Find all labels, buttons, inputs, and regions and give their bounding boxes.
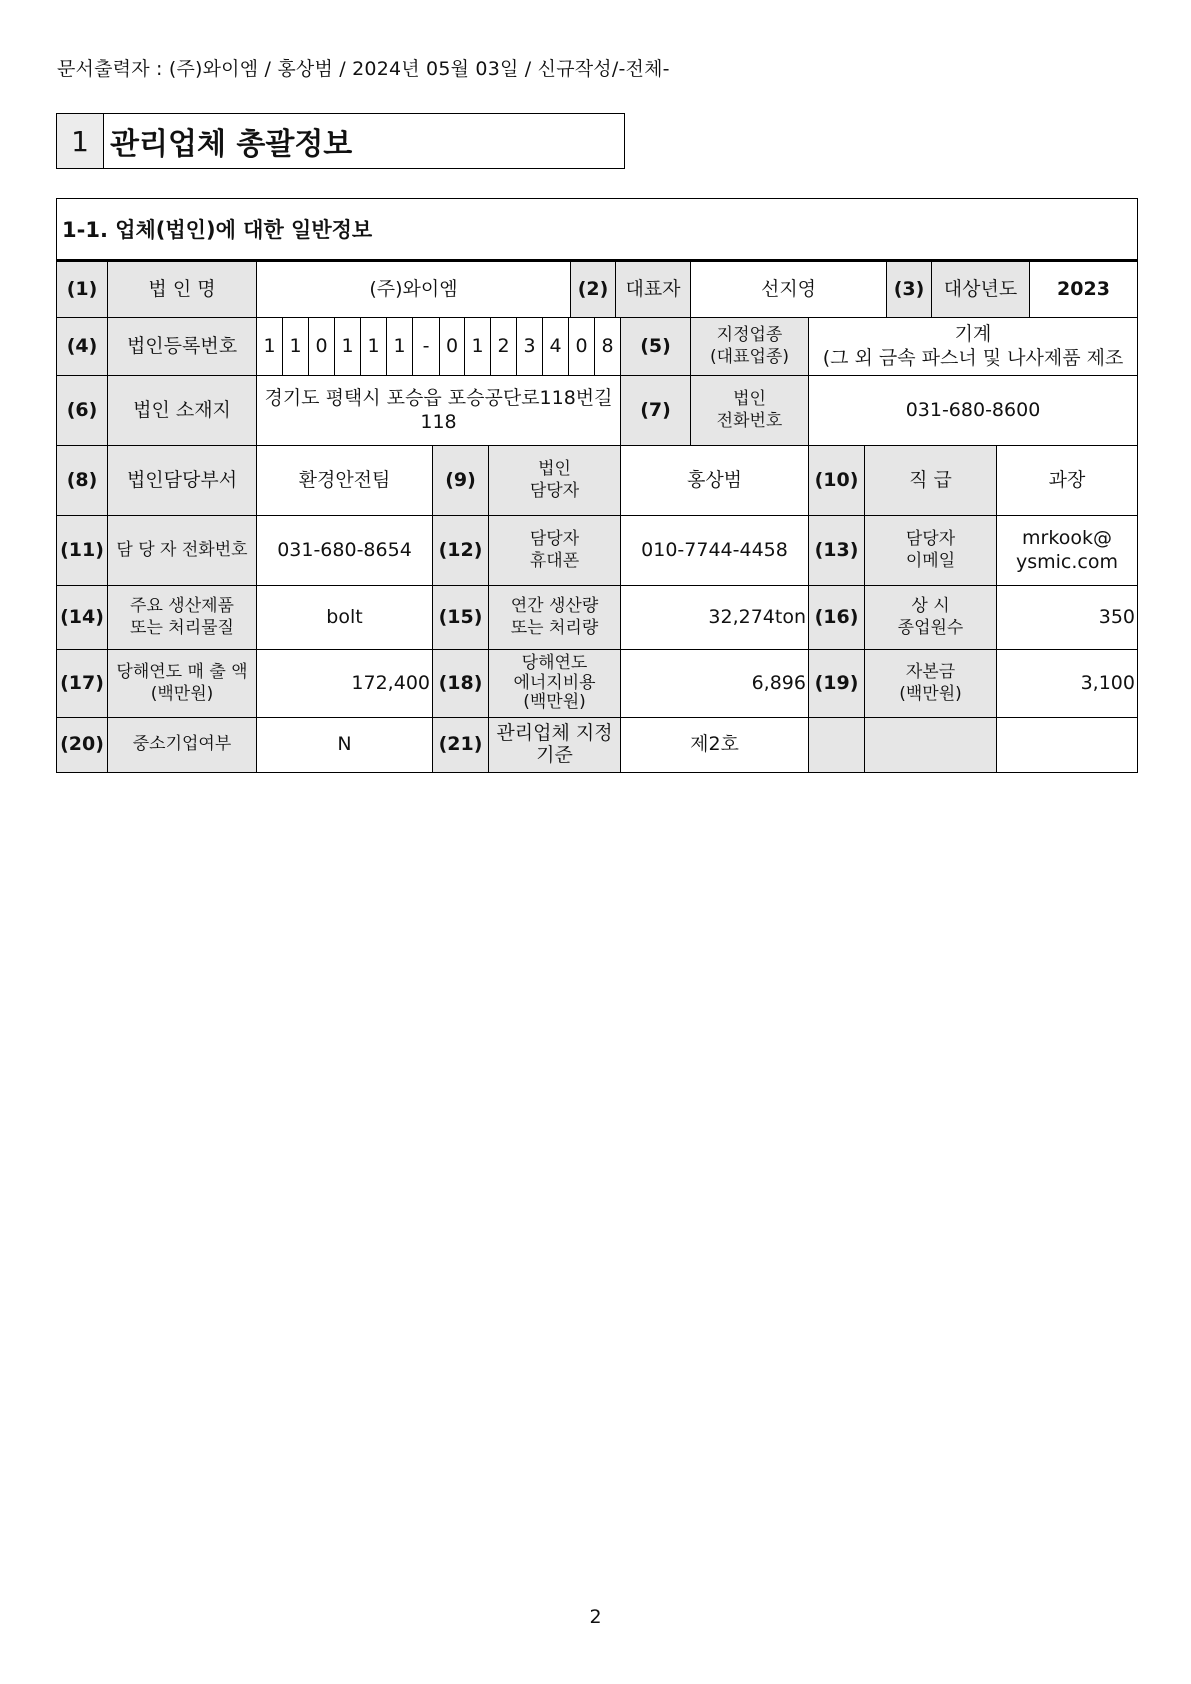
label-line: 당해연도 매 출 액 [116, 662, 248, 683]
capital: 3,100 [997, 650, 1138, 718]
designated-industry [809, 318, 1138, 376]
corporation-name: (주)와이엠 [257, 262, 571, 318]
corporation-phone: 031-680-8600 [809, 376, 1138, 446]
label-line: 전화번호 [716, 410, 783, 431]
label-line: 기준 [536, 744, 573, 766]
field-label: 대상년도 [932, 262, 1030, 318]
field-number: (5) [621, 318, 691, 376]
annual-sales: 172,400 [257, 650, 433, 718]
field-number: (18) [433, 650, 489, 718]
field-label [691, 318, 809, 376]
subsection-title: 1-1. 업체(법인)에 대한 일반정보 [62, 218, 373, 242]
label-line: 에너지비용 [513, 672, 596, 693]
reg-digit: 1 [465, 318, 491, 376]
section-title: 관리업체 총괄정보 [110, 127, 353, 162]
field-label [865, 650, 997, 718]
reg-digit: 1 [283, 318, 309, 376]
label-line: 또는 처리물질 [130, 617, 234, 638]
address-line: 경기도 평택시 포승읍 포승공단로118번길 [264, 386, 613, 409]
label-line: 또는 처리량 [510, 617, 599, 638]
field-label: 담 당 자 전화번호 [108, 516, 257, 586]
field-number: (10) [809, 446, 865, 516]
reg-digit: 2 [491, 318, 517, 376]
label-line: 주요 생산제품 [130, 596, 234, 617]
label-line: 상 시 [911, 596, 950, 617]
page-number: 2 [589, 1606, 602, 1628]
industry-line: 기계 [954, 322, 992, 345]
label-line: 이메일 [905, 550, 956, 571]
field-number: (6) [56, 376, 108, 446]
label-line: (백만원) [523, 692, 586, 713]
employee-count: 350 [997, 586, 1138, 650]
label-line: 법인 [538, 459, 571, 480]
field-label [489, 516, 621, 586]
sme-status: N [257, 718, 433, 773]
field-number: (13) [809, 516, 865, 586]
field-number: (2) [571, 262, 616, 318]
reg-digit: 0 [309, 318, 335, 376]
field-number: (14) [56, 586, 108, 650]
main-product: bolt [257, 586, 433, 650]
contact-email [997, 516, 1138, 586]
field-number: (11) [56, 516, 108, 586]
label-line: (백만원) [150, 683, 214, 704]
label-line: (대표업종) [710, 346, 789, 367]
field-label [489, 650, 621, 718]
field-label: 직 급 [865, 446, 997, 516]
contact-phone: 031-680-8654 [257, 516, 433, 586]
industry-line: (그 외 금속 파스너 및 나사제품 제조 [822, 346, 1124, 369]
designation-criteria: 제2호 [621, 718, 809, 773]
empty-cell [865, 718, 997, 773]
label-line: 지정업종 [716, 325, 783, 346]
contact-mobile: 010-7744-4458 [621, 516, 809, 586]
field-label [489, 718, 621, 773]
target-year: 2023 [1030, 262, 1138, 318]
representative: 선지영 [691, 262, 887, 318]
reg-digit: 1 [361, 318, 387, 376]
field-label [865, 516, 997, 586]
field-label [108, 650, 257, 718]
label-line: 종업원수 [897, 617, 964, 638]
contact-person: 홍상범 [621, 446, 809, 516]
field-number: (17) [56, 650, 108, 718]
email-line: ysmic.com [1016, 550, 1118, 573]
document-header: 문서출력자 : (주)와이엠 / 홍상범 / 2024년 05월 03일 / 신규작성/-전체- [57, 58, 670, 80]
reg-digit: 8 [595, 318, 621, 376]
corporation-address [257, 376, 621, 446]
field-label [691, 376, 809, 446]
field-number: (16) [809, 586, 865, 650]
label-line: (백만원) [899, 683, 962, 704]
reg-digit: 4 [543, 318, 569, 376]
section-title-box [56, 113, 625, 169]
energy-cost: 6,896 [621, 650, 809, 718]
position: 과장 [997, 446, 1138, 516]
field-number: (8) [56, 446, 108, 516]
field-number: (19) [809, 650, 865, 718]
reg-digit: 3 [517, 318, 543, 376]
field-label: 중소기업여부 [108, 718, 257, 773]
field-label [865, 586, 997, 650]
field-number: (1) [56, 262, 108, 318]
field-label: 대표자 [616, 262, 691, 318]
field-number: (21) [433, 718, 489, 773]
field-label: 법인등록번호 [108, 318, 257, 376]
department: 환경안전팀 [257, 446, 433, 516]
field-label [489, 586, 621, 650]
section-number: 1 [57, 114, 104, 168]
label-line: 법인 [733, 389, 766, 410]
reg-digit: 1 [387, 318, 413, 376]
label-line: 담당자 [529, 529, 580, 550]
reg-digit: 0 [439, 318, 465, 376]
empty-cell [809, 718, 865, 773]
reg-digit: 1 [257, 318, 283, 376]
reg-separator: - [413, 318, 439, 376]
field-label [489, 446, 621, 516]
label-line: 관리업체 지정 [496, 722, 613, 745]
field-number: (4) [56, 318, 108, 376]
field-number: (7) [621, 376, 691, 446]
reg-digit: 0 [569, 318, 595, 376]
annual-production: 32,274ton [621, 586, 809, 650]
label-line: 자본금 [905, 662, 956, 683]
reg-digit: 1 [335, 318, 361, 376]
field-number: (9) [433, 446, 489, 516]
address-line: 118 [420, 410, 457, 433]
field-label: 법인 소재지 [108, 376, 257, 446]
field-number: (20) [56, 718, 108, 773]
field-label: 법인담당부서 [108, 446, 257, 516]
label-line: 담당자 [529, 480, 580, 501]
empty-cell [997, 718, 1138, 773]
field-number: (15) [433, 586, 489, 650]
label-line: 휴대폰 [529, 550, 580, 571]
field-number: (3) [887, 262, 932, 318]
email-line: mrkook@ [1022, 526, 1112, 549]
label-line: 연간 생산량 [510, 596, 599, 617]
label-line: 당해연도 [521, 653, 588, 674]
label-line: 담당자 [905, 529, 956, 550]
field-label: 법 인 명 [108, 262, 257, 318]
field-number: (12) [433, 516, 489, 586]
field-label [108, 586, 257, 650]
